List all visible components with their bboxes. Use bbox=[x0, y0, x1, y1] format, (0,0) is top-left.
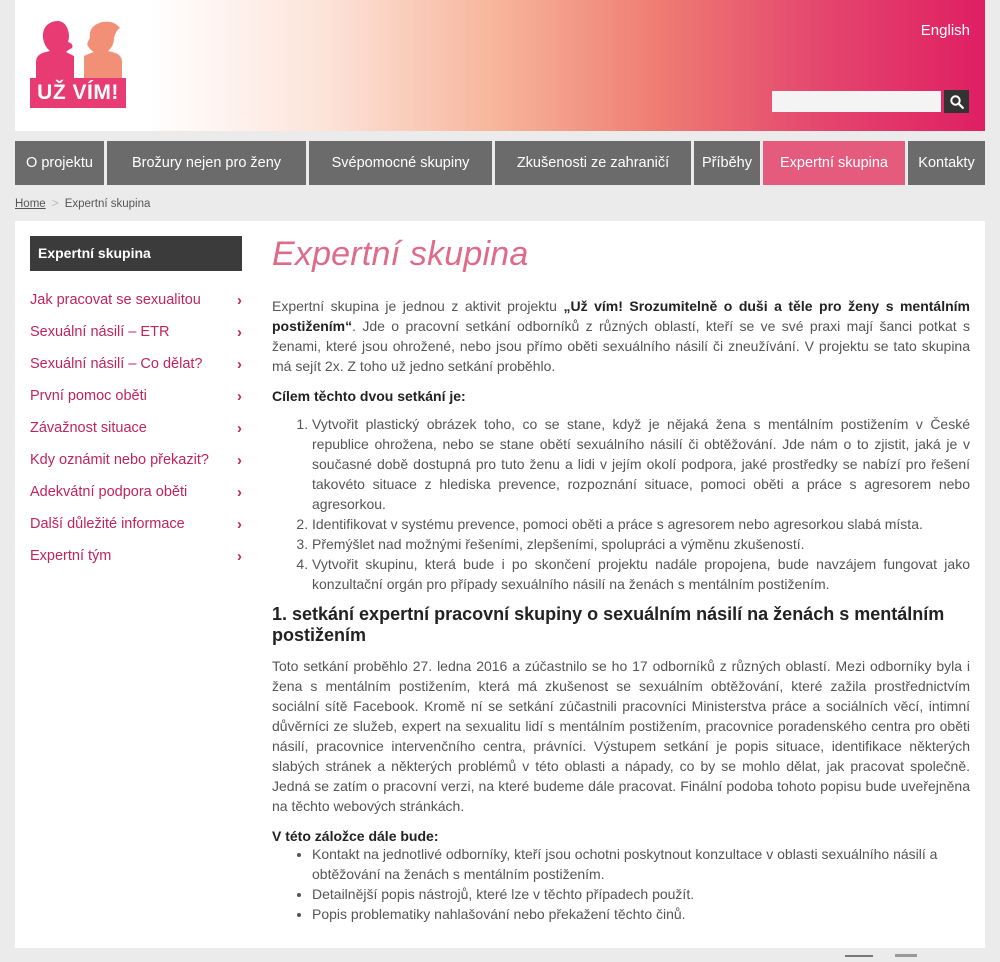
sidebar-item-kdy-oznamit[interactable] bbox=[30, 444, 242, 476]
logo-text: UŽ VÍM! bbox=[30, 78, 126, 108]
nav-item-zkusenosti[interactable]: Zkušenosti ze zahraničí bbox=[495, 141, 691, 185]
partner-logo-icon bbox=[845, 952, 925, 960]
breadcrumb-current: Expertní skupina bbox=[64, 198, 151, 210]
sidebar-item-label: Sexuální násilí – ETR bbox=[30, 324, 170, 340]
goals-list bbox=[272, 414, 970, 594]
breadcrumb-home-link[interactable]: Home bbox=[15, 198, 46, 210]
meeting-paragraph: Toto setkání proběhlo 27. ledna 2016 a zúčastnilo se ho 17 odborníků z různých oblastí. Mezi odborníky byla i žena s mentálním postižením, která má zkušenost se sexuálním obtěžování, které zažila prostřednictvím sociální sítě Facebook. Kromě ní se setkání zúčastnili pracovníci Ministerstva práce a sociálních věcí, intimní důvěrníci ze služeb, expert na sexualitu lidí s mentálním postižením, pracovnice poradenského centra pro oběti násilí, pracovnice intervenčního centra, právníci. Výstupem setkání je popis situace, identifikace některých slabých stránek a některých problémů v této oblasti a nápady, co by se mohlo dělat, jak pracovat společně. Jedná se zatím o pracovní verzi, na které budeme dále pracovat. Finální podoba tohoto popisu bude uveřejněna na těchto webových stránkách. bbox=[272, 658, 970, 814]
sidebar-item-label: Expertní tým bbox=[30, 548, 112, 564]
site-header bbox=[15, 0, 985, 131]
page-title: Expertní skupina bbox=[272, 235, 529, 273]
sidebar-item-label: Jak pracovat se sexualitou bbox=[30, 292, 201, 308]
chevron-right-icon: › bbox=[237, 483, 242, 501]
main-navigation bbox=[15, 141, 985, 185]
logo-women-icon bbox=[30, 18, 126, 80]
nav-item-brozury[interactable]: Brožury nejen pro ženy bbox=[107, 141, 306, 185]
chevron-right-icon: › bbox=[237, 451, 242, 469]
future-item: • Kontakt na jednotlivé odborníky, kteří jsou ochotni poskytnout konzultace v oblasti sexuálního násilí a obtěžování na ženách s mentálním postižením. bbox=[312, 844, 970, 884]
goal-item: 2. Identifikovat v systému prevence, pomoci oběti a práce s agresorem nebo agresorkou slabá místa. bbox=[312, 514, 970, 534]
nav-item-svepomocne-skupiny[interactable]: Svépomocné skupiny bbox=[309, 141, 492, 185]
chevron-right-icon: › bbox=[237, 355, 242, 373]
goal-item: 3. Přemýšlet nad možnými řešeními, zlepšeními, spolupráci a výměnu zkušeností. bbox=[312, 534, 970, 554]
sidebar-item-label: Kdy oznámit nebo překazit? bbox=[30, 452, 209, 468]
chevron-right-icon: › bbox=[237, 323, 242, 341]
chevron-right-icon: › bbox=[237, 547, 242, 565]
future-item: • Popis problematiky nahlašování nebo překažení těchto činů. bbox=[312, 904, 970, 924]
main-content bbox=[272, 235, 970, 924]
project-name: „Už vím! Srozumitelně o duši a těle pro ženy s mentálním postižením“ bbox=[272, 298, 970, 334]
search-input[interactable] bbox=[772, 91, 941, 112]
chevron-right-icon: › bbox=[237, 419, 242, 437]
goal-item: 4. Vytvořit skupinu, která bude i po skončení projektu nadále propojena, bude navzájem fungovat jako konzultační orgán pro případy sexuálního násilí na ženách s mentálním postižením. bbox=[312, 554, 970, 594]
intro-text-end: . Jde o pracovní setkání odborníků z různých oblastí, kteří se ve své praxi mají šanci potkat s ženami, které jsou ohrožené, nebo jsou přímo oběti sexuálního násilí či zneužívání. V projektu se tato skupina má sejít 2x. Z toho už jedno setkání proběhlo. bbox=[272, 318, 970, 374]
future-item: • Detailnější popis nástrojů, které lze v těchto případech použít. bbox=[312, 884, 970, 904]
sidebar-item-label: První pomoc oběti bbox=[30, 388, 147, 404]
footer-partner-logo bbox=[845, 952, 925, 960]
future-list bbox=[272, 844, 970, 924]
sidebar-item-label: Další důležité informace bbox=[30, 516, 185, 532]
sidebar-item-dalsi-informace[interactable] bbox=[30, 508, 242, 540]
nav-item-pribehy[interactable]: Příběhy bbox=[694, 141, 760, 185]
breadcrumb-separator-icon: > bbox=[51, 196, 59, 210]
language-english-link[interactable]: English bbox=[920, 22, 970, 39]
meeting-heading: 1. setkání expertní pracovní skupiny o sexuálním násilí na ženách s mentálním postižením bbox=[272, 604, 945, 645]
sidebar-item-co-delat[interactable] bbox=[30, 348, 242, 380]
sidebar-item-expertni-tym[interactable] bbox=[30, 540, 242, 572]
chevron-right-icon: › bbox=[237, 291, 242, 309]
goal-item: 1. Vytvořit plastický obrázek toho, co se stane, když je nějaká žena s mentálním postižením v České republice ohrožena, nebo se stane obětí sexuálního násilí či obtěžování. Jde nám o to zjistit, jaká je v současné době dostupná pro tuto ženu a lidi v jejím okolí podpora, jaké prostředky se nabízí pro řešení takovéto situace z hlediska prevence, rozpoznání situace, pomoci oběti a práce s agresorem nebo agresorkou. bbox=[312, 414, 970, 514]
sidebar-item-label: Adekvátní podpora oběti bbox=[30, 484, 188, 500]
future-heading: V této záložce dále bude: bbox=[272, 828, 439, 844]
chevron-right-icon: › bbox=[237, 515, 242, 533]
sidebar-item-etr[interactable] bbox=[30, 316, 242, 348]
sidebar-menu bbox=[30, 284, 242, 572]
sidebar-item-zavaznost[interactable] bbox=[30, 412, 242, 444]
sidebar-title: Expertní skupina bbox=[30, 236, 242, 271]
nav-item-kontakty[interactable]: Kontakty bbox=[908, 141, 985, 185]
intro-text-start: Expertní skupina je jednou z aktivit projektu bbox=[272, 298, 564, 314]
sidebar-item-jak-pracovat[interactable] bbox=[30, 284, 242, 316]
nav-item-expertni-skupina[interactable]: Expertní skupina bbox=[763, 141, 905, 185]
content-panel bbox=[15, 221, 985, 948]
intro-paragraph bbox=[272, 296, 970, 376]
search-button[interactable] bbox=[944, 90, 969, 113]
nav-item-o-projektu[interactable]: O projektu bbox=[15, 141, 104, 185]
sidebar-item-label: Závažnost situace bbox=[30, 420, 147, 436]
search-icon bbox=[950, 95, 964, 109]
sidebar-item-adekvatni-podpora[interactable] bbox=[30, 476, 242, 508]
chevron-right-icon: › bbox=[237, 387, 242, 405]
sidebar-item-label: Sexuální násilí – Co dělat? bbox=[30, 356, 203, 372]
breadcrumb bbox=[15, 196, 150, 210]
site-logo[interactable] bbox=[30, 18, 126, 108]
goals-heading: Cílem těchto dvou setkání je: bbox=[272, 388, 466, 404]
sidebar-item-prvni-pomoc[interactable] bbox=[30, 380, 242, 412]
